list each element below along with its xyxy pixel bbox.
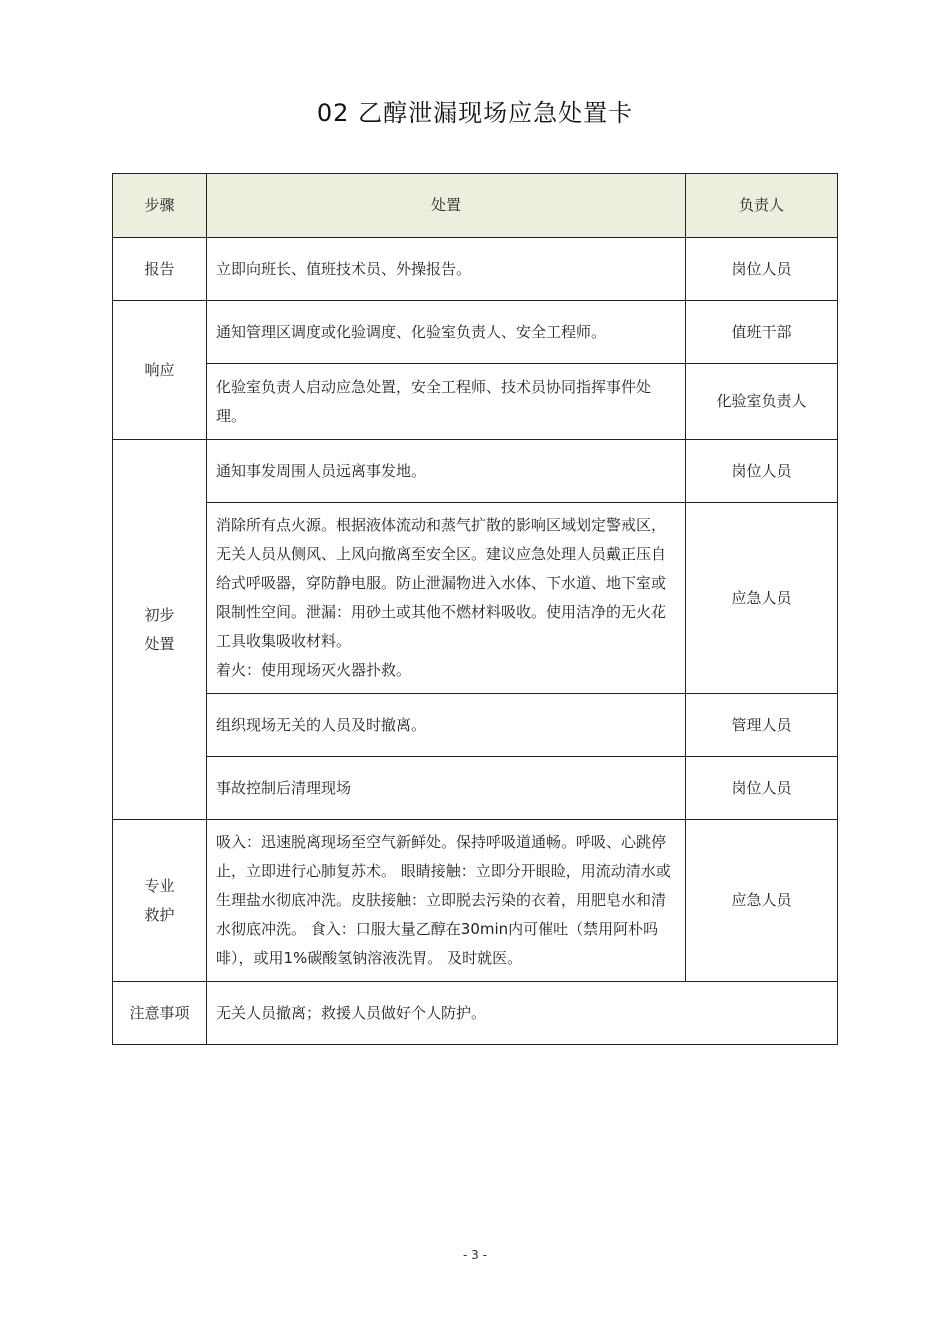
table-row-response-2 (113, 364, 838, 440)
table-row-notes (113, 982, 838, 1045)
header-owner: 负责人 (686, 174, 838, 238)
action-initial-2-main: 消除所有点火源。根据液体流动和蒸气扩散的影响区域划定警戒区，无关人员从侧风、上风向撤离至安全区。建议应急处理人员戴正压自给式呼吸器，穿防静电服。防止泄漏物进入水体、下水道、地下室或限制性空间。泄漏：用砂土或其他不燃材料吸收。使用洁净的无火花工具收集吸收材料。 (216, 516, 667, 650)
header-action: 处置 (207, 174, 686, 238)
action-response-1: 通知管理区调度或化验调度、化验室负责人、安全工程师。 (207, 301, 686, 364)
step-initial (113, 440, 207, 820)
action-initial-3: 组织现场无关的人员及时撤离。 (207, 694, 686, 757)
action-initial-4: 事故控制后清理现场 (207, 757, 686, 820)
owner-response-2: 化验室负责人 (686, 364, 838, 440)
table-row-report (113, 238, 838, 301)
action-rescue: 吸入：迅速脱离现场至空气新鲜处。保持呼吸道通畅。呼吸、心跳停止，立即进行心肺复苏术。 眼睛接触：立即分开眼睑，用流动清水或生理盐水彻底冲洗。皮肤接触：立即脱去污染的衣着，用肥皂水和清水彻底冲洗。 食入：口服大量乙醇在30min内可催吐（禁用阿朴吗啡），或用1%碳酸氢钠溶液洗胃。 及时就医。 (207, 820, 686, 982)
table-row-response-1 (113, 301, 838, 364)
table-row-initial-3 (113, 694, 838, 757)
action-initial-1: 通知事发周围人员远离事发地。 (207, 440, 686, 503)
step-rescue (113, 820, 207, 982)
header-step: 步骤 (113, 174, 207, 238)
step-rescue-line2: 救护 (144, 905, 175, 924)
owner-initial-4: 岗位人员 (686, 757, 838, 820)
owner-report: 岗位人员 (686, 238, 838, 301)
action-report: 立即向班长、值班技术员、外操报告。 (207, 238, 686, 301)
page-number: - 3 - (463, 1248, 487, 1262)
table-row-rescue (113, 820, 838, 982)
step-rescue-line1: 专业 (144, 876, 175, 895)
table-row-initial-1 (113, 440, 838, 503)
step-notes: 注意事项 (113, 982, 207, 1045)
owner-initial-3: 管理人员 (686, 694, 838, 757)
action-notes: 无关人员撤离；救援人员做好个人防护。 (207, 982, 838, 1045)
table-row-initial-2 (113, 503, 838, 694)
step-initial-line2: 处置 (144, 634, 175, 653)
action-response-2: 化验室负责人启动应急处置，安全工程师、技术员协同指挥事件处理。 (207, 364, 686, 440)
step-initial-line1: 初步 (144, 605, 175, 624)
action-initial-2 (207, 503, 686, 694)
owner-initial-1: 岗位人员 (686, 440, 838, 503)
emergency-card-table (112, 173, 838, 1045)
table-row-initial-4 (113, 757, 838, 820)
action-initial-2-fire: 着火：使用现场灭火器扑救。 (216, 661, 412, 679)
owner-initial-2: 应急人员 (686, 503, 838, 694)
table-header-row (113, 174, 838, 238)
owner-response-1: 值班干部 (686, 301, 838, 364)
step-response: 响应 (113, 301, 207, 440)
page-title: 02 乙醇泄漏现场应急处置卡 (316, 99, 634, 127)
step-report: 报告 (113, 238, 207, 301)
owner-rescue: 应急人员 (686, 820, 838, 982)
